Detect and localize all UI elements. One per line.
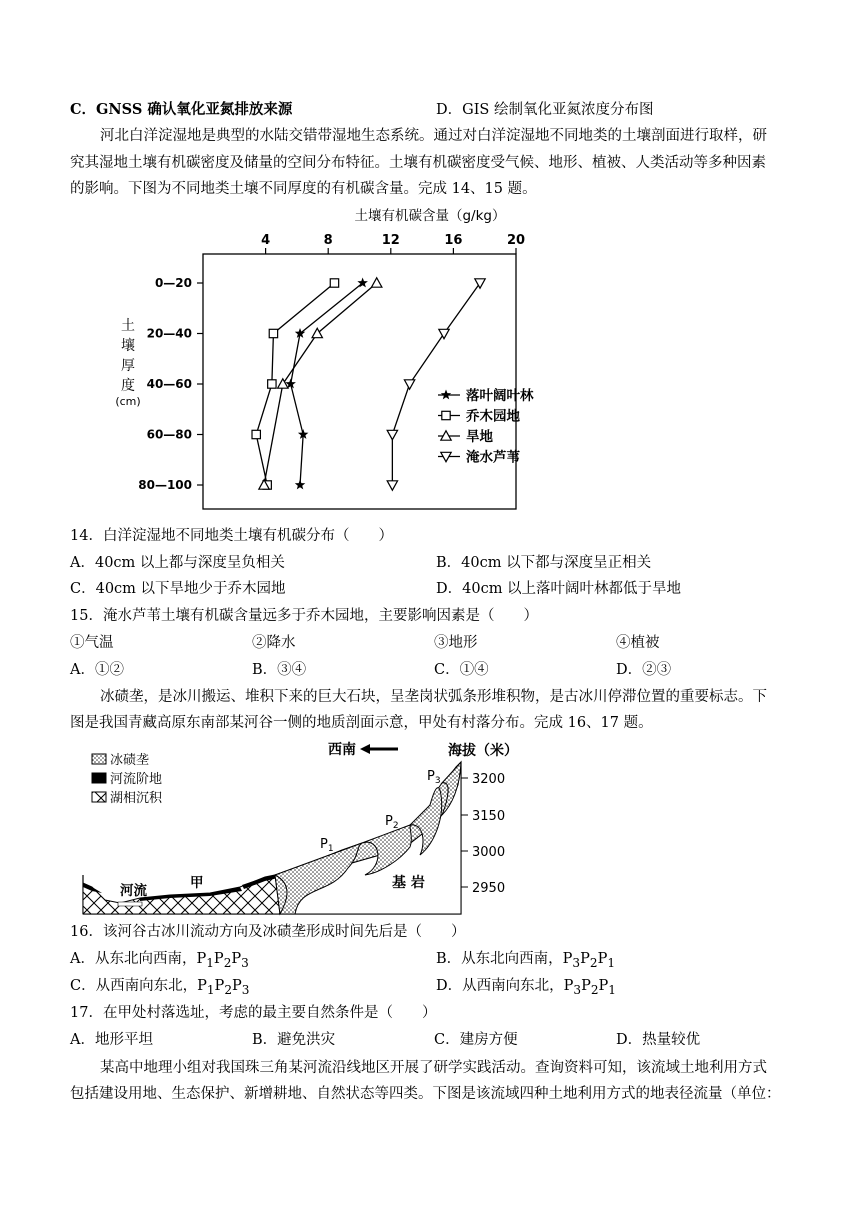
data-point xyxy=(330,279,338,287)
passage1-line3: 的影响。下图为不同地类土壤不同厚度的有机碳含量。完成 14、15 题。 xyxy=(70,181,537,197)
q14-option-a: A．40cm 以上都与深度呈负相关 xyxy=(70,555,285,571)
y-tick-label: 0—20 xyxy=(154,276,192,290)
q16-stem: 16．该河谷古冰川流动方向及冰碛垄形成时间先后是（ ） xyxy=(70,924,466,940)
passage3-line2: 包括建设用地、生态保护、新增耕地、自然状态等四类。下图是该流域四种土地利用方式的地表径流量（单位： xyxy=(70,1086,781,1102)
legend-label: 淹水芦苇 xyxy=(466,449,520,466)
altitude-ticks xyxy=(461,772,505,896)
svg-text:壤: 壤 xyxy=(121,338,135,354)
q15-factor-3: ③地形 xyxy=(434,635,478,651)
q15-factor-2: ②降水 xyxy=(252,635,296,651)
p2-label: $P_2$ xyxy=(385,814,399,831)
p1-label: $P_1$ xyxy=(320,837,334,854)
svg-text:3000: 3000 xyxy=(472,845,506,860)
legend-label: 乔木园地 xyxy=(466,408,520,425)
q15-option-d: D．②③ xyxy=(616,662,672,678)
y-tick-label: 60—80 xyxy=(146,427,192,442)
svg-text:湖相沉积: 湖相沉积 xyxy=(110,791,163,806)
svg-text:(cm): (cm) xyxy=(115,395,141,408)
series xyxy=(252,278,485,491)
svg-text:冰碛垄: 冰碛垄 xyxy=(110,753,150,768)
option-d: D．GIS 绘制氧化亚氮浓度分布图 xyxy=(436,102,654,118)
svg-text:3150: 3150 xyxy=(472,809,506,824)
y-axis-label xyxy=(115,317,140,408)
q14-option-d: D．40cm 以上落叶阔叶林都低于旱地 xyxy=(436,581,682,597)
svg-text:2950: 2950 xyxy=(472,881,506,896)
q15-factor-4: ④植被 xyxy=(616,635,660,651)
q17-stem: 17．在甲处村落选址，考虑的最主要自然条件是（ ） xyxy=(70,1005,437,1021)
direction-arrow-icon xyxy=(360,744,398,754)
data-point xyxy=(475,279,485,288)
svg-text:河流阶地: 河流阶地 xyxy=(110,772,163,787)
passage3-line1: 某高中地理小组对我国珠三角某河流沿线地区开展了研学实践活动。查询资料可知，该流域土地利用方式 xyxy=(100,1060,767,1076)
q14-option-b: B．40cm 以下都与深度呈正相关 xyxy=(436,555,652,571)
x-tick-label: 16 xyxy=(444,233,463,248)
series-1 xyxy=(252,279,339,489)
y-tick-label: 80—100 xyxy=(138,478,192,492)
q15-option-b: B．③④ xyxy=(252,662,307,678)
y-ticks xyxy=(138,276,203,492)
data-point xyxy=(387,430,397,439)
q16-option-b: B．从东北向西南，$P_3P_2P_1$ xyxy=(436,951,616,970)
legend-marker xyxy=(441,390,451,400)
bedrock-label: 基 岩 xyxy=(392,875,425,891)
p3-label: $P_3$ xyxy=(427,769,441,786)
data-point xyxy=(295,480,306,490)
q17-option-b: B．避免洪灾 xyxy=(252,1032,336,1048)
q17-option-c: C．建房方便 xyxy=(434,1032,518,1048)
passage2-line1: 冰碛垄，是冰川搬运、堆积下来的巨大石块，呈垄岗状弧条形堆积物，是古冰川停滞位置的重要标志。下 xyxy=(100,689,767,705)
data-point xyxy=(372,278,382,287)
q15-stem: 15．淹水芦苇土壤有机碳含量远多于乔木园地，主要影响因素是（ ） xyxy=(70,608,538,624)
data-point xyxy=(404,380,414,389)
data-point xyxy=(269,329,277,337)
y-tick-label: 40—60 xyxy=(146,377,192,391)
river-label: 河流 xyxy=(120,883,147,899)
data-point xyxy=(278,379,288,388)
altitude-label: 海拔（米） xyxy=(448,743,518,759)
q14-option-c: C．40cm 以下旱地少于乔木园地 xyxy=(70,581,286,597)
svg-text:3200: 3200 xyxy=(472,772,506,787)
x-ticks xyxy=(261,233,525,254)
series-line xyxy=(291,283,363,485)
jia-label: 甲 xyxy=(190,875,204,891)
chart-title: 土壤有机碳含量（g/kg） xyxy=(354,208,506,224)
svg-text:土: 土 xyxy=(121,318,135,334)
x-tick-label: 4 xyxy=(261,233,271,248)
x-tick-label: 20 xyxy=(506,233,526,248)
passage1-line1: 河北白洋淀湿地是典型的水陆交错带湿地生态系统。通过对白洋淀湿地不同地类的土壤剖面进行取样，研 xyxy=(100,128,767,144)
x-tick-label: 12 xyxy=(381,233,400,248)
diagram-legend xyxy=(92,752,163,806)
direction-label: 西南 xyxy=(328,742,356,758)
x-tick-label: 8 xyxy=(323,233,333,248)
q15-option-c: C．①④ xyxy=(434,662,489,678)
data-point xyxy=(387,481,397,490)
q17-option-a: A．地形平坦 xyxy=(70,1032,153,1048)
passage2-line2: 图是我国青藏高原东南部某河谷一侧的地质剖面示意，甲处有村落分布。完成 16、17 题。 xyxy=(70,715,653,731)
option-c: C．GNSS 确认氧化亚氮排放来源 xyxy=(70,101,293,118)
svg-text:厚: 厚 xyxy=(121,358,135,374)
data-point xyxy=(439,329,449,338)
data-point xyxy=(252,430,260,438)
y-tick-label: 20—40 xyxy=(146,326,192,341)
legend-marker xyxy=(442,411,450,419)
geological-profile xyxy=(80,735,550,920)
q16-option-d: D．从西南向东北，$P_3P_2P_1$ xyxy=(436,978,616,997)
q17-option-d: D．热量较优 xyxy=(616,1032,701,1048)
plot-frame xyxy=(203,254,516,509)
q15-option-a: A．①② xyxy=(70,662,124,678)
passage1-line2: 究其湿地土壤有机碳密度及储量的空间分布特征。土壤有机碳密度受气候、地形、植被、人类活动等多种因素 xyxy=(70,155,766,171)
legend xyxy=(438,387,534,466)
q15-factor-1: ①气温 xyxy=(70,635,114,651)
svg-text:度: 度 xyxy=(121,378,135,394)
q16-option-c: C．从西南向东北，$P_1P_2P_3$ xyxy=(70,978,250,997)
series-2 xyxy=(259,278,382,489)
series-0 xyxy=(285,278,368,490)
q14-stem: 14．白洋淀湿地不同地类土壤有机碳分布（ ） xyxy=(70,528,393,544)
legend-label: 旱地 xyxy=(466,429,493,445)
legend-label: 落叶阔叶林 xyxy=(466,388,534,404)
soil-carbon-chart xyxy=(100,200,560,515)
river xyxy=(118,902,142,906)
q16-option-a: A．从东北向西南，$P_1P_2P_3$ xyxy=(70,951,249,970)
data-point xyxy=(268,380,276,388)
